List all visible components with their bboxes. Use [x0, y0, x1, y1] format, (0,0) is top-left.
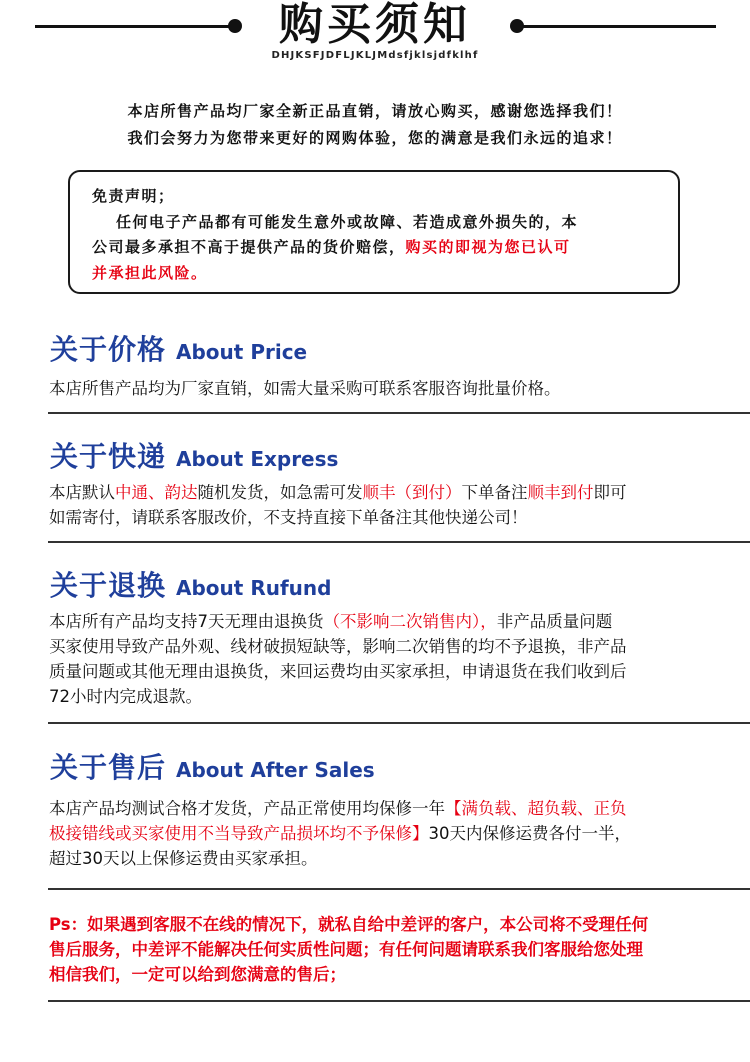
section-body-line-1 [49, 480, 709, 505]
section-body-line-1 [49, 796, 709, 821]
disclaimer-text: 公司最多承担不高于提供产品的货价赔偿， [92, 238, 406, 256]
text-span: 本店产品均测试合格才发货，产品正常使用均保修一年 [49, 799, 445, 818]
text-span: 下单备注 [461, 483, 528, 502]
ps-line-1: Ps：如果遇到客服不在线的情况下，就私自给中差评的客户，本公司将不受理任何 [49, 915, 649, 934]
section-title-en: About Price [176, 340, 308, 364]
section-divider [48, 412, 750, 414]
text-span: 本店默认 [49, 483, 115, 502]
section-title-cn: 关于售后 [50, 751, 167, 784]
text-span: 即可 [593, 483, 627, 502]
section-title-en: About Rufund [176, 576, 332, 600]
page-title: 购买须知 [279, 0, 471, 50]
section-title-cn: 关于退换 [50, 569, 167, 602]
section-body [49, 480, 709, 530]
intro-text [0, 98, 750, 152]
section-divider [48, 888, 750, 890]
section-body [49, 796, 709, 871]
courier-names: 中通、韵达 [115, 483, 198, 502]
section-body-line-3: 质量问题或其他无理由退换货，来回运费均由买家承担，申请退货在我们收到后 [49, 662, 627, 681]
section-title-en: About After Sales [176, 758, 375, 782]
section-divider [48, 722, 750, 724]
text-span: 本店所有产品均支持7天无理由退换货 [49, 612, 324, 631]
page-header [0, 0, 750, 70]
section-body-line-4: 72小时内完成退款。 [49, 687, 202, 706]
disclaimer-box [68, 170, 680, 294]
section-title-cn: 关于价格 [50, 333, 167, 366]
warranty-exclusion: 极接错线或买家使用不当导致产品损坏均不予保修】 [49, 824, 429, 843]
section-title [50, 564, 331, 604]
text-span: 非产品质量问题 [496, 612, 613, 631]
section-body-line-2 [49, 821, 709, 846]
refund-condition: （不影响二次销售内）， [323, 612, 497, 631]
disclaimer-line-2 [92, 235, 662, 261]
section-body: 本店所售产品均为厂家直销，如需大量采购可联系客服咨询批量价格。 [49, 379, 561, 398]
section-body-line-3: 超过30天以上保修运费由买家承担。 [49, 849, 318, 868]
warranty-exclusion: 【满负载、超负载、正负 [445, 799, 627, 818]
sf-express-cod: 顺丰（到付） [362, 483, 462, 502]
sf-remark: 顺丰到付 [527, 483, 594, 502]
section-body [49, 609, 709, 709]
disclaimer-line-1: 任何电子产品都有可能发生意外或故障、若造成意外损失的，本 [116, 212, 579, 231]
disclaimer-heading: 免责声明； [92, 187, 175, 205]
disclaimer-line-3: 并承担此风险。 [92, 263, 208, 282]
ps-line-2: 售后服务，中差评不能解决任何实质性问题；有任何问题请联系我们客服给您处理 [49, 940, 643, 959]
section-title-cn: 关于快递 [50, 440, 167, 473]
footer-divider [48, 1000, 750, 1002]
section-divider [48, 541, 750, 543]
disclaimer-warning: 购买的即视为您已认可 [405, 238, 571, 256]
section-body-line-2: 如需寄付，请联系客服改价，不支持直接下单备注其他快递公司！ [49, 508, 528, 527]
page-subtitle: DHJKSFJDFLJKLJMdsfjklsjdfklhf [271, 50, 479, 61]
intro-line-1: 本店所售产品均厂家全新正品直销，请放心购买，感谢您选择我们！ [127, 102, 623, 120]
ps-notice [49, 912, 729, 987]
header-line-right [520, 25, 716, 28]
intro-line-2: 我们会努力为您带来更好的网购体验，您的满意是我们永远的追求！ [127, 129, 623, 147]
section-title [50, 746, 375, 786]
text-span: 随机发货，如急需可发 [197, 483, 363, 502]
section-body-line-2: 买家使用导致产品外观、线材破损短缺等，影响二次销售的均不予退换，非产品 [49, 637, 627, 656]
section-body-line-1 [49, 609, 709, 634]
section-title [50, 328, 307, 368]
ps-line-3: 相信我们，一定可以给到您满意的售后； [49, 965, 346, 984]
text-span: 30天内保修运费各付一半， [428, 824, 631, 843]
section-title-en: About Express [176, 447, 339, 471]
section-title [50, 435, 338, 475]
